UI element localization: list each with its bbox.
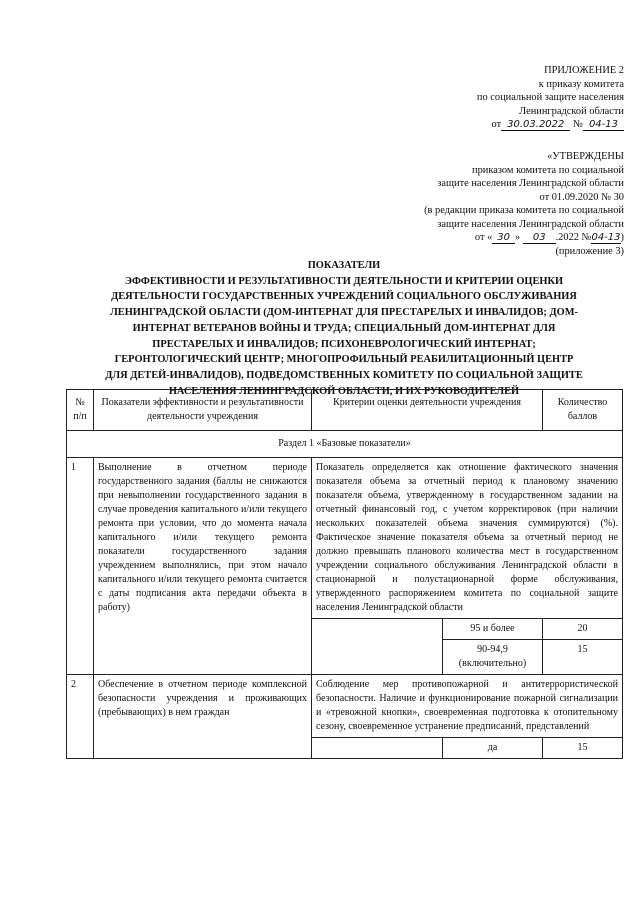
approval-line: приказом комитета по социальной <box>472 164 624 176</box>
title-line: ДЕЯТЕЛЬНОСТИ ГОСУДАРСТВЕННЫХ УЧРЕЖДЕНИЙ СОЦИАЛЬНОГО ОБСЛУЖИВАНИЯ <box>111 291 577 303</box>
appendix-date-line <box>477 118 624 132</box>
approval-line: защите населения Ленинградской области <box>437 178 624 190</box>
empty-cell <box>312 738 443 759</box>
approval-line: от 01.09.2020 № 30 <box>539 191 624 203</box>
approval-date-line <box>424 231 624 245</box>
approval-block <box>424 150 624 258</box>
appendix-line: к приказу комитета <box>538 78 624 90</box>
row-criteria: Показатель определяется как отношение фактического значения показателя объема за отчетный период к плановому значению показателя объема, утвержденному в государственном задании на отчетный финансовый год, с учетом корректировок (при наличии нескольких показателей объема значения суммируются) (%). Фактическое значение показателя объема за отчетный период не должно превышать планового количества мест в государственном учреждении социального обслуживания Ленинградской области в стационарной и полустационарной форме обслуживания, утвержденного распоряжением комитета по социальной защите населения Ленинградской области <box>312 458 623 619</box>
header-points: Количество баллов <box>543 390 623 431</box>
appendix-title: ПРИЛОЖЕНИЕ 2 <box>544 65 624 76</box>
approval-line: (в редакции приказа комитета по социальной <box>424 205 624 217</box>
option-score: 15 <box>543 640 623 675</box>
row-indicator: Выполнение в отчетном периоде государственного задания (баллы не снижаются при невыполнении государственного задания в случае проведения капитального и/или текущего ремонта при условии, что до момента начала капитального и/или текущего ремонта показатели государственного задания учреждением выполнялись, при этом начало капитального и/или текущего ремонта считается с даты подписания акта передачи объекта в работу) <box>94 458 312 675</box>
title-line: ИНТЕРНАТ ВЕТЕРАНОВ ВОЙНЫ И ТРУДА; СПЕЦИАЛЬНЫЙ ДОМ-ИНТЕРНАТ ДЛЯ <box>132 322 556 334</box>
appendix-block <box>477 64 624 132</box>
row-num: 2 <box>67 675 94 759</box>
number-prefix: № <box>573 119 583 131</box>
handwritten-day: 30 <box>492 232 515 244</box>
appendix-line: Ленинградской области <box>519 105 624 117</box>
title-line: ДЛЯ ДЕТЕЙ-ИНВАЛИДОВ), ПОДВЕДОМСТВЕННЫХ КОМИТЕТУ ПО СОЦИАЛЬНОЙ ЗАЩИТЕ <box>105 369 583 381</box>
document-title <box>66 258 622 399</box>
approval-line: (приложение 3) <box>555 245 624 257</box>
date-prefix: от <box>491 119 502 131</box>
paren-close: ) <box>620 232 624 244</box>
title-line: ПОКАЗАТЕЛИ <box>307 260 381 271</box>
option-score: 20 <box>543 619 623 640</box>
title-line: ГЕРОНТОЛОГИЧЕСКИЙ ЦЕНТР; МНОГОПРОФИЛЬНЫЙ РЕАБИЛИТАЦИОННЫЙ ЦЕНТР <box>114 354 574 366</box>
empty-cell <box>312 619 443 640</box>
table-row <box>67 458 623 619</box>
row-num: 1 <box>67 458 94 675</box>
approval-title: «УТВЕРЖДЕНЫ <box>547 151 624 162</box>
date-prefix: от « <box>474 232 493 244</box>
title-line: ПРЕСТАРЕЛЫХ И ИНВАЛИДОВ; ПСИХОНЕВРОЛОГИЧЕСКИЙ ИНТЕРНАТ; <box>152 338 536 350</box>
row-indicator: Обеспечение в отчетном периоде комплексной безопасности учреждения и проживающих (пребывающих) в нем граждан <box>94 675 312 759</box>
header-indicators: Показатели эффективности и результативности деятельности учреждения <box>94 390 312 431</box>
option-score: 15 <box>543 738 623 759</box>
option-label: да <box>443 738 543 759</box>
option-label: 95 и более <box>443 619 543 640</box>
year-number: .2022 № <box>555 232 592 244</box>
handwritten-number: 04-13 <box>583 119 624 131</box>
empty-cell <box>312 640 443 675</box>
title-line: ЭФФЕКТИВНОСТИ И РЕЗУЛЬТАТИВНОСТИ ДЕЯТЕЛЬНОСТИ И КРИТЕРИИ ОЦЕНКИ <box>124 275 564 287</box>
handwritten-month: 03 <box>523 232 556 244</box>
appendix-line: по социальной защите населения <box>476 92 624 104</box>
header-num: № п/п <box>67 390 94 431</box>
header-criteria: Критерии оценки деятельности учреждения <box>312 390 543 431</box>
table-header-row <box>67 390 623 431</box>
table-row <box>67 675 623 738</box>
section-row <box>67 431 623 458</box>
row-criteria: Соблюдение мер противопожарной и антитеррористической безопасности. Наличие и функционирование пожарной сигнализации и «тревожной кнопки», своевременная подготовка к отопительному сезону, своевременное устранение предписаний, представлений <box>312 675 623 738</box>
handwritten-date: 30.03.2022 <box>501 119 570 131</box>
approval-line: защите населения Ленинградской области <box>437 218 624 230</box>
title-line: НАСЕЛЕНИЯ ЛЕНИНГРАДСКОЙ ОБЛАСТИ, И ИХ РУКОВОДИТЕЛЕЙ <box>168 385 520 397</box>
handwritten-number: 04-13 <box>591 232 621 244</box>
option-label: 90-94,9 (включительно) <box>443 640 543 675</box>
section-title: Раздел 1 «Базовые показатели» <box>67 431 623 458</box>
indicators-table <box>66 389 623 759</box>
quote-close: » <box>515 232 521 244</box>
title-line: ЛЕНИНГРАДСКОЙ ОБЛАСТИ (ДОМ-ИНТЕРНАТ ДЛЯ ПРЕСТАРЕЛЫХ И ИНВАЛИДОВ; ДОМ- <box>110 307 578 319</box>
